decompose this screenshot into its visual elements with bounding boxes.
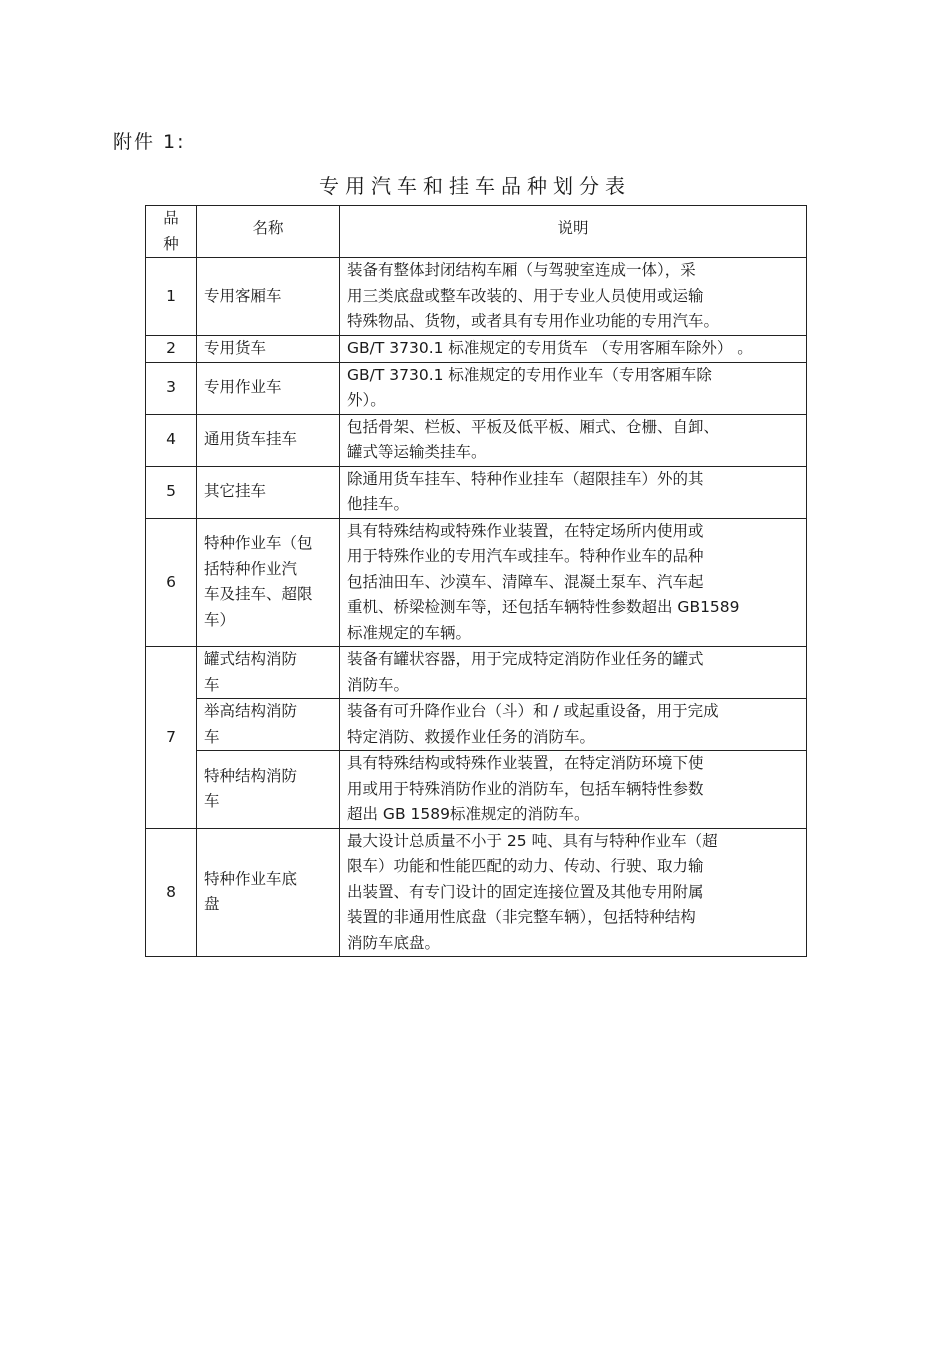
row-description: 装备有罐状容器，用于完成特定消防作业任务的罐式 消防车。	[340, 647, 807, 699]
header-description: 说明	[340, 206, 807, 258]
row-name: 特种作业车（包 括特种作业汽 车及挂车、超限 车）	[197, 518, 340, 647]
table-row	[146, 335, 807, 362]
header-name: 名称	[197, 206, 340, 258]
row-description: 装备有整体封闭结构车厢（与驾驶室连成一体），采 用三类底盘或整车改装的、用于专业人员使用或运输 特殊物品、货物，或者具有专用作业功能的专用汽车。	[340, 258, 807, 336]
row-description: 包括骨架、栏板、平板及低平板、厢式、仓栅、自卸、 罐式等运输类挂车。	[340, 414, 807, 466]
row-name: 其它挂车	[197, 466, 340, 518]
row-name: 专用货车	[197, 335, 340, 362]
row-number: 2	[146, 335, 197, 362]
document-title: 专用汽车和挂车品种划分表	[319, 174, 631, 198]
row-number: 1	[146, 258, 197, 336]
row-name: 举高结构消防 车	[197, 699, 340, 751]
row-name: 罐式结构消防 车	[197, 647, 340, 699]
table-row	[146, 828, 807, 957]
row-number: 4	[146, 414, 197, 466]
row-description: GB/T 3730.1 标准规定的专用货车 （专用客厢车除外） 。	[340, 335, 807, 362]
table-row	[146, 647, 807, 699]
table-row	[146, 518, 807, 647]
header-category-line2: 种	[163, 234, 179, 253]
row-name: 特种结构消防 车	[197, 751, 340, 829]
header-category	[146, 206, 197, 258]
row-number: 5	[146, 466, 197, 518]
row-description: 最大设计总质量不小于 25 吨、具有与特种作业车（超 限车）功能和性能匹配的动力、传动、行驶、取力输 出装置、有专门设计的固定连接位置及其他专用附属 装置的非通用性底盘（非完整车辆），包括特种结构 消防车底盘。	[340, 828, 807, 957]
row-name: 专用作业车	[197, 362, 340, 414]
row-number: 8	[146, 828, 197, 957]
table-row	[146, 751, 807, 829]
table-row	[146, 414, 807, 466]
row-description: 除通用货车挂车、特种作业挂车（超限挂车）外的其 他挂车。	[340, 466, 807, 518]
classification-table	[145, 205, 807, 957]
row-name: 专用客厢车	[197, 258, 340, 336]
table-row	[146, 362, 807, 414]
table-row	[146, 258, 807, 336]
row-number: 6	[146, 518, 197, 647]
row-number: 3	[146, 362, 197, 414]
header-category-line1: 品	[163, 209, 179, 227]
row-description: 具有特殊结构或特殊作业装置，在特定消防环境下使 用或用于特殊消防作业的消防车，包括车辆特性参数 超出 GB 1589标准规定的消防车。	[340, 751, 807, 829]
row-number: 7	[146, 647, 197, 829]
row-name: 通用货车挂车	[197, 414, 340, 466]
row-description: 装备有可升降作业台（斗）和 / 或起重设备，用于完成 特定消防、救援作业任务的消防车。	[340, 699, 807, 751]
attachment-label: 附件 1:	[113, 131, 186, 153]
row-description: GB/T 3730.1 标准规定的专用作业车（专用客厢车除 外）。	[340, 362, 807, 414]
table-row	[146, 466, 807, 518]
table-header-row	[146, 206, 807, 258]
row-name: 特种作业车底 盘	[197, 828, 340, 957]
row-description: 具有特殊结构或特殊作业装置，在特定场所内使用或 用于特殊作业的专用汽车或挂车。特种作业车的品种 包括油田车、沙漠车、清障车、混凝土泵车、汽车起 重机、桥梁检测车等，还包括车辆特性参数超出 GB1589 标准规定的车辆。	[340, 518, 807, 647]
table-row	[146, 699, 807, 751]
